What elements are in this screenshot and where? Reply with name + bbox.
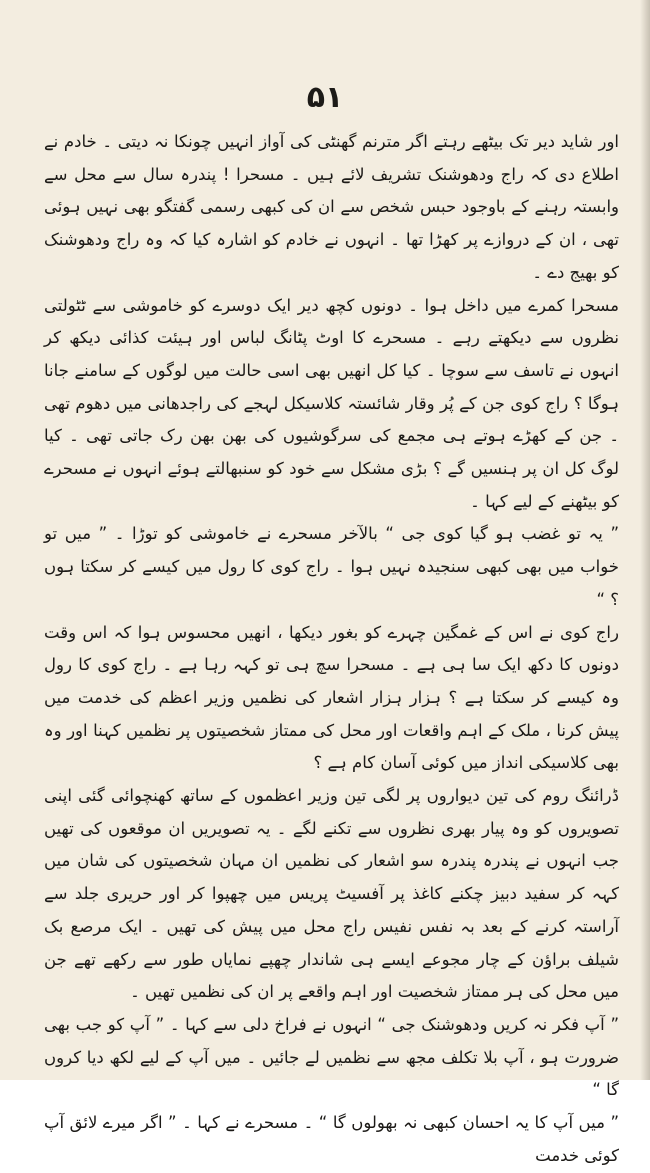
paragraph: ” میں آپ کا یہ احسان کبھی نہ بھولوں گا “ ۔ مسحرے نے کہا ۔ ” اگر میرے لائق آپ کوئی خدمت: [44, 1113, 619, 1165]
paragraph: مسحرا کمرے میں داخل ہوا ۔ دونوں کچھ دیر ایک دوسرے کو خاموشی سے ٹٹولتی نظروں سے دیکھتے رہے ۔ مسحرے کا اوٹ پٹانگ لباس اور ہیئت کذائی دیکھ کر انہوں نے تاسف سے سوچا ۔ کیا کل انھیں بھی اسی حالت میں لوگوں کے سامنے جانا ہوگا ؟ راج کوی جن کے پُر وقار شائستہ کلاسیکل لہجے کی راجدھانی میں دھوم تھی ۔ جن کے کھڑے ہوتے ہی مجمع کی سرگوشیوں کی بھن بھن رک جاتی تھی ۔ کیا لوگ کل ان پر ہنسیں گے ؟ بڑی مشکل سے خود کو سنبھالتے ہوئے انہوں نے مسحرے کو بیٹھنے کے لیے کہا ۔: [44, 295, 619, 511]
paragraph: اور شاید دیر تک بیٹھے رہتے اگر مترنم گھنٹی کی آواز انہیں چونکا نہ دیتی ۔ خادم نے اطلاع دی کہ راج ودھوشنک تشریف لائے ہیں ۔ مسحرا ! پندرہ سال سے محل سے وابستہ رہنے کے باوجود حبس شخص سے ان کی کبھی رسمی گفتگو بھی نہیں ہوئی تھی ، ان کے دروازے پر کھڑا تھا ۔ انہوں نے خادم کو اشارہ کیا کہ وہ راج ودھوشنک کو بھیج دے ۔: [44, 132, 619, 282]
paragraph: ” یہ تو غضب ہو گیا کوی جی “ بالآخر مسحرے نے خاموشی کو توڑا ۔ ” میں تو خواب میں بھی کبھی سنجیدہ نہیں ہوا ۔ راج کوی کا رول میں کیسے کر سکتا ہوں ؟ “: [44, 524, 619, 609]
paragraph: ڈرائنگ روم کی تین دیواروں پر لگی تین وزیر اعظموں کے ساتھ کھنچوائی گئی اپنی تصویروں کو وہ پیار بھری نظروں سے تکنے لگے ۔ یہ تصویریں ان موقعوں کی تھیں جب انہوں نے پندرہ پندرہ سو اشعار کی نظمیں ان مہان شخصیتوں کی شان میں کہہ کر سفید دبیز چکنے کاغذ پر آفسیٹ پریس میں چھپوا کر اور حریری جلد سے آراستہ کرنے کے بعد بہ نفس نفیس راج محل میں پیش کی تھیں ۔ ایک مرصع بک شیلف براؤن کے چار مجوعے ایسے ہی شاندار چھپے نمایاں طور سے رکھے تھے جن میں محل کی ہر ممتاز شخصیت اور اہم واقعے پر ان کی نظمیں تھیں ۔: [44, 786, 619, 1002]
paragraph: ” آپ فکر نہ کریں ودھوشنک جی “ انہوں نے فراخ دلی سے کہا ۔ ” آپ کو جب بھی ضرورت ہو ، آپ بلا تکلف مجھ سے نظمیں لے جائیں ۔ میں آپ کے لیے لکھ دیا کروں گا “: [44, 1014, 619, 1100]
page-number: ۵۱: [306, 80, 344, 115]
page-edge-shadow: [640, 0, 650, 1080]
paragraph: راج کوی نے اس کے غمگین چہرے کو بغور دیکھا ، انھیں محسوس ہوا کہ اس وقت دونوں کا دکھ ایک سا ہی ہے ۔ مسحرا سچ ہی تو کہہ رہا ہے ۔ راج کوی کا رول وہ کیسے کر سکتا ہے ؟ ہزار ہزار اشعار کی نظمیں وزیر اعظم کی خدمت میں پیش کرنا ، ملک کے اہم واقعات اور محل کی ممتاز شخصیتوں پر نظمیں کہنا اور وہ بھی کلاسیکی انداز میں کوئی آسان کام ہے ؟: [44, 622, 619, 773]
body-text: [44, 126, 619, 1173]
